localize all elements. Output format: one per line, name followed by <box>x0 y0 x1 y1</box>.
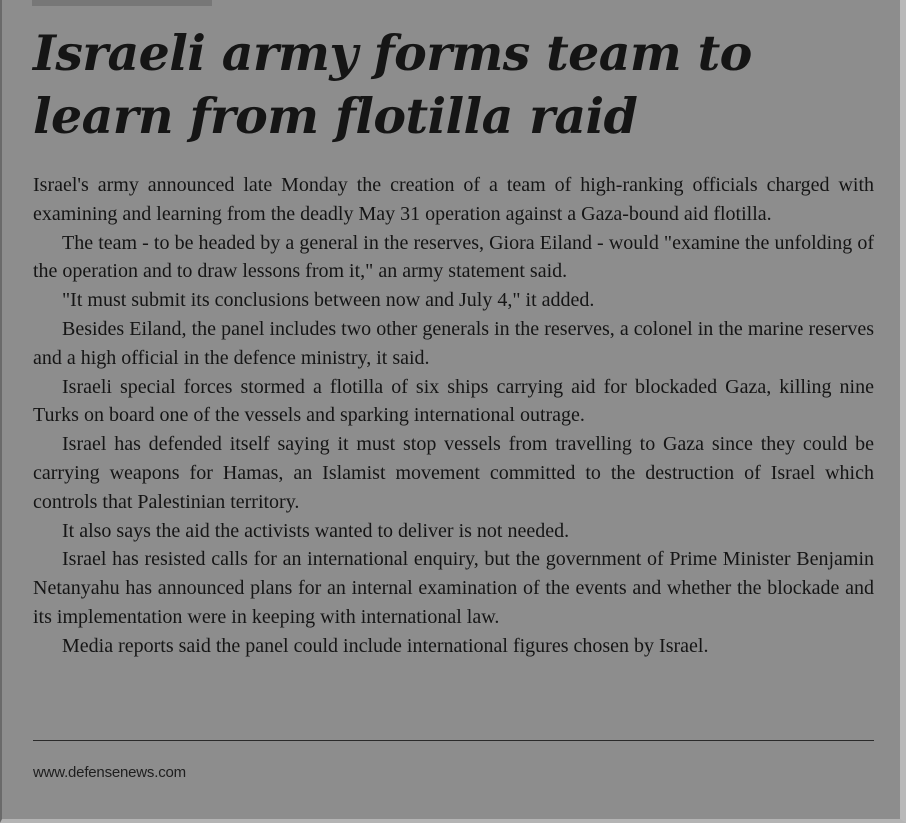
article-paragraph: Israel has defended itself saying it must stop vessels from travelling to Gaza since they could be carrying weapons for Hamas, an Islamist movement committed to the destruction of Israel which controls that Palestinian territory. <box>33 433 874 513</box>
article-paragraph: "It must submit its conclusions between now and July 4," it added. <box>62 289 595 312</box>
top-edge-strip <box>32 0 212 6</box>
article-paragraph: The team - to be headed by a general in the reserves, Giora Eiland - would "examine the unfolding of the operation and to draw lessons from it," an army statement said. <box>33 231 874 283</box>
article-paragraph: Israel has resisted calls for an international enquiry, but the government of Prime Minister Benjamin Netanyahu has announced plans for an internal examination of the events and whether the blockade and its implementation were in keeping with international law. <box>33 548 874 628</box>
article-body <box>33 171 874 661</box>
article-paragraph: Media reports said the panel could include international figures chosen by Israel. <box>62 634 709 657</box>
article-paragraph: Israeli special forces stormed a flotilla of six ships carrying aid for blockaded Gaza, killing nine Turks on board one of the vessels and sparking international outrage. <box>33 375 874 427</box>
source-url: www.defensenews.com <box>33 764 186 781</box>
article-paragraph: It also says the aid the activists wanted to deliver is not needed. <box>62 519 570 542</box>
article-paragraph: Besides Eiland, the panel includes two other generals in the reserves, a colonel in the marine reserves and a high official in the defence ministry, it said. <box>33 317 874 369</box>
footer-divider <box>33 740 874 741</box>
article-paragraph: Israel's army announced late Monday the creation of a team of high-ranking officials charged with examining and learning from the deadly May 31 operation against a Gaza-bound aid flotilla. <box>33 174 874 225</box>
article-headline: Israeli army forms team to learn from flotilla raid <box>33 24 752 145</box>
